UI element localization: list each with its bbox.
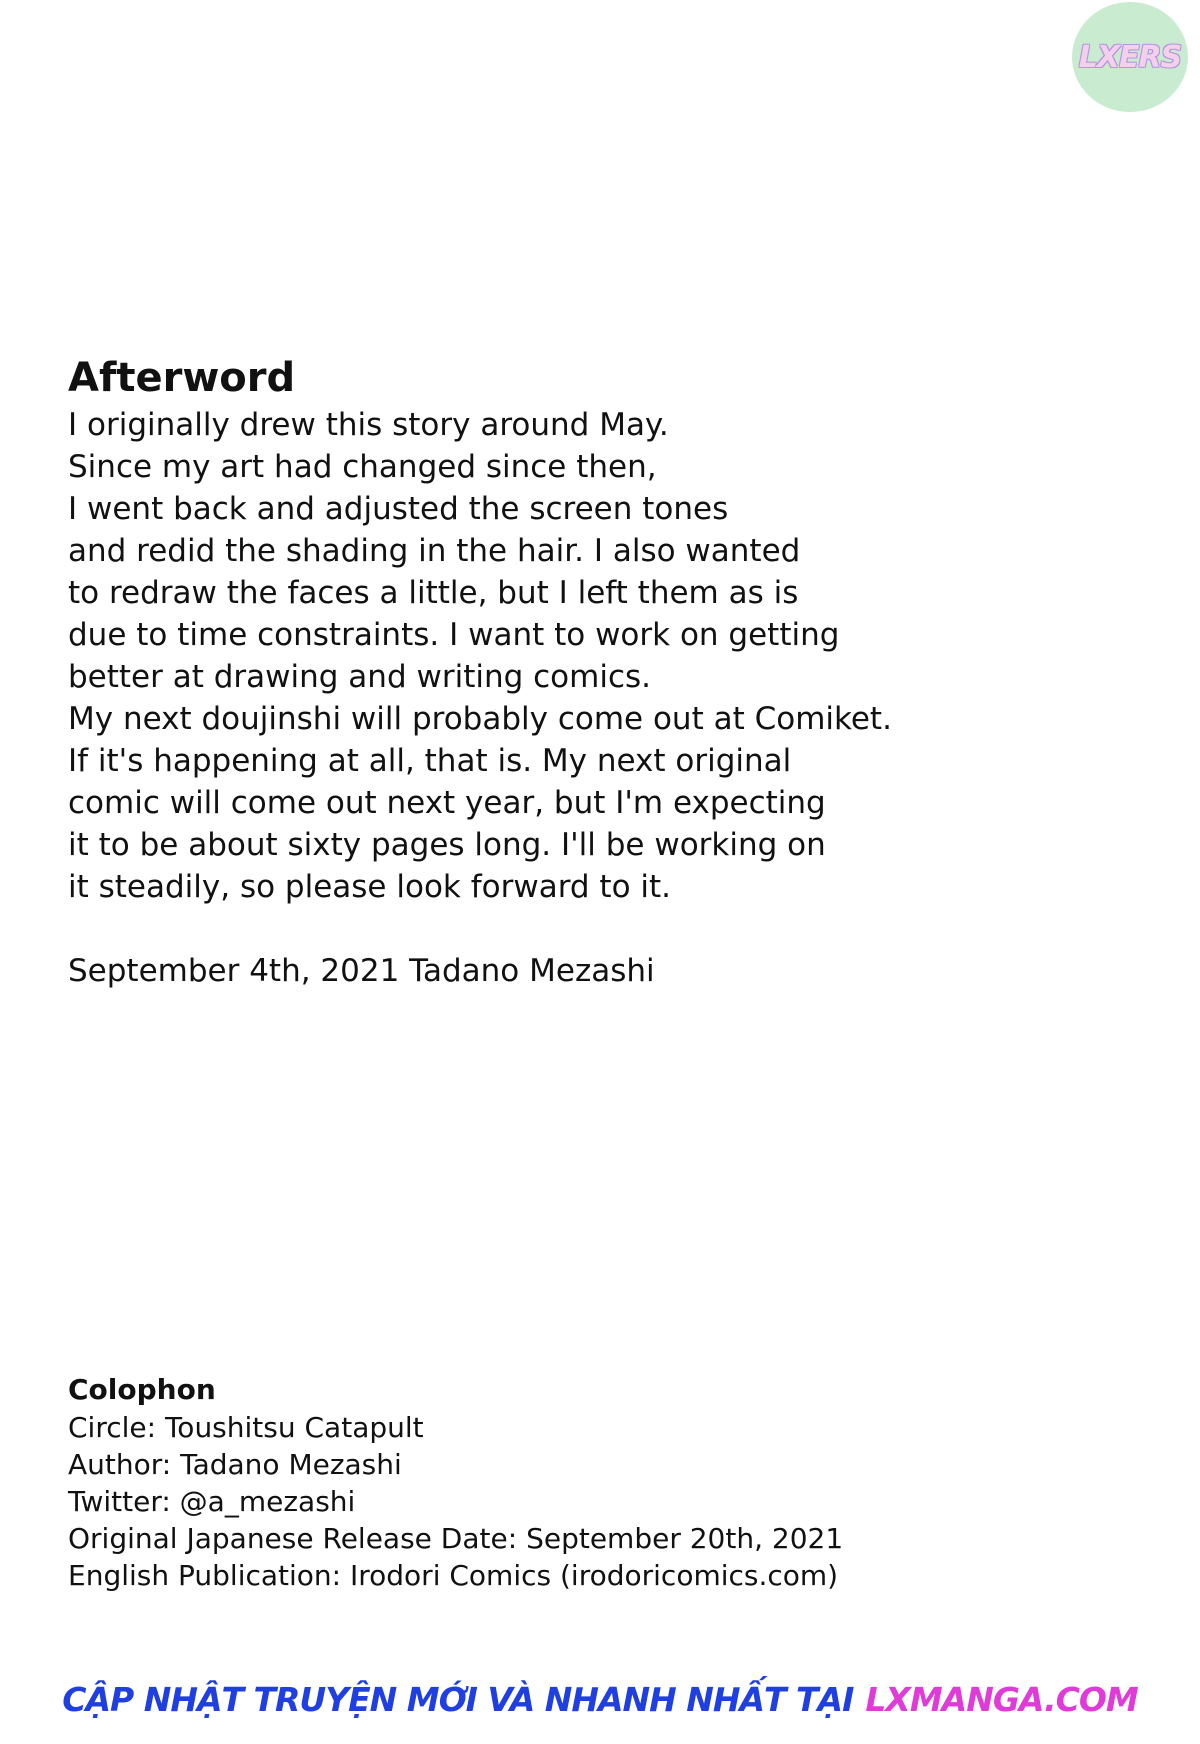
afterword-signature: September 4th, 2021 Tadano Mezashi xyxy=(68,953,655,989)
colophon-title: Colophon xyxy=(68,1373,216,1406)
afterword-line: it to be about sixty pages long. I'll be working on xyxy=(68,827,826,863)
afterword-line: better at drawing and writing comics. xyxy=(68,659,652,695)
colophon-item-author: Author: Tadano Mezashi xyxy=(68,1448,402,1481)
banner-site-link[interactable]: LXMANGA.COM xyxy=(865,1679,1138,1719)
afterword-line: it steadily, so please look forward to it. xyxy=(68,869,672,905)
colophon-list xyxy=(68,1409,1128,1594)
afterword-line: comic will come out next year, but I'm expecting xyxy=(68,785,826,821)
colophon-item-circle: Circle: Toushitsu Catapult xyxy=(68,1411,424,1444)
banner-text: CẬP NHẬT TRUYỆN MỚI VÀ NHANH NHẤT TẠI xyxy=(62,1679,854,1719)
colophon-item-publication: English Publication: Irodori Comics (irodoricomics.com) xyxy=(68,1559,839,1592)
lxers-logo xyxy=(1072,2,1188,112)
afterword-body xyxy=(68,404,1128,908)
afterword-line: to redraw the faces a little, but I left them as is xyxy=(68,575,799,611)
afterword-line: I originally drew this story around May. xyxy=(68,407,669,443)
afterword-line: My next doujinshi will probably come out at Comiket. xyxy=(68,701,892,737)
colophon-item-release-date: Original Japanese Release Date: September 20th, 2021 xyxy=(68,1522,844,1555)
afterword-line: Since my art had changed since then, xyxy=(68,449,657,485)
afterword-title: Afterword xyxy=(68,355,296,401)
afterword-line: If it's happening at all, that is. My next original xyxy=(68,743,792,779)
afterword-section xyxy=(68,352,1128,992)
promo-banner xyxy=(62,1672,1138,1726)
afterword-line: due to time constraints. I want to work on getting xyxy=(68,617,840,653)
afterword-line: I went back and adjusted the screen tones xyxy=(68,491,729,527)
colophon-item-twitter: Twitter: @a_mezashi xyxy=(68,1485,356,1518)
logo-text: LXERS xyxy=(1078,39,1182,75)
afterword-line: and redid the shading in the hair. I also wanted xyxy=(68,533,801,569)
colophon-section xyxy=(68,1371,1128,1594)
